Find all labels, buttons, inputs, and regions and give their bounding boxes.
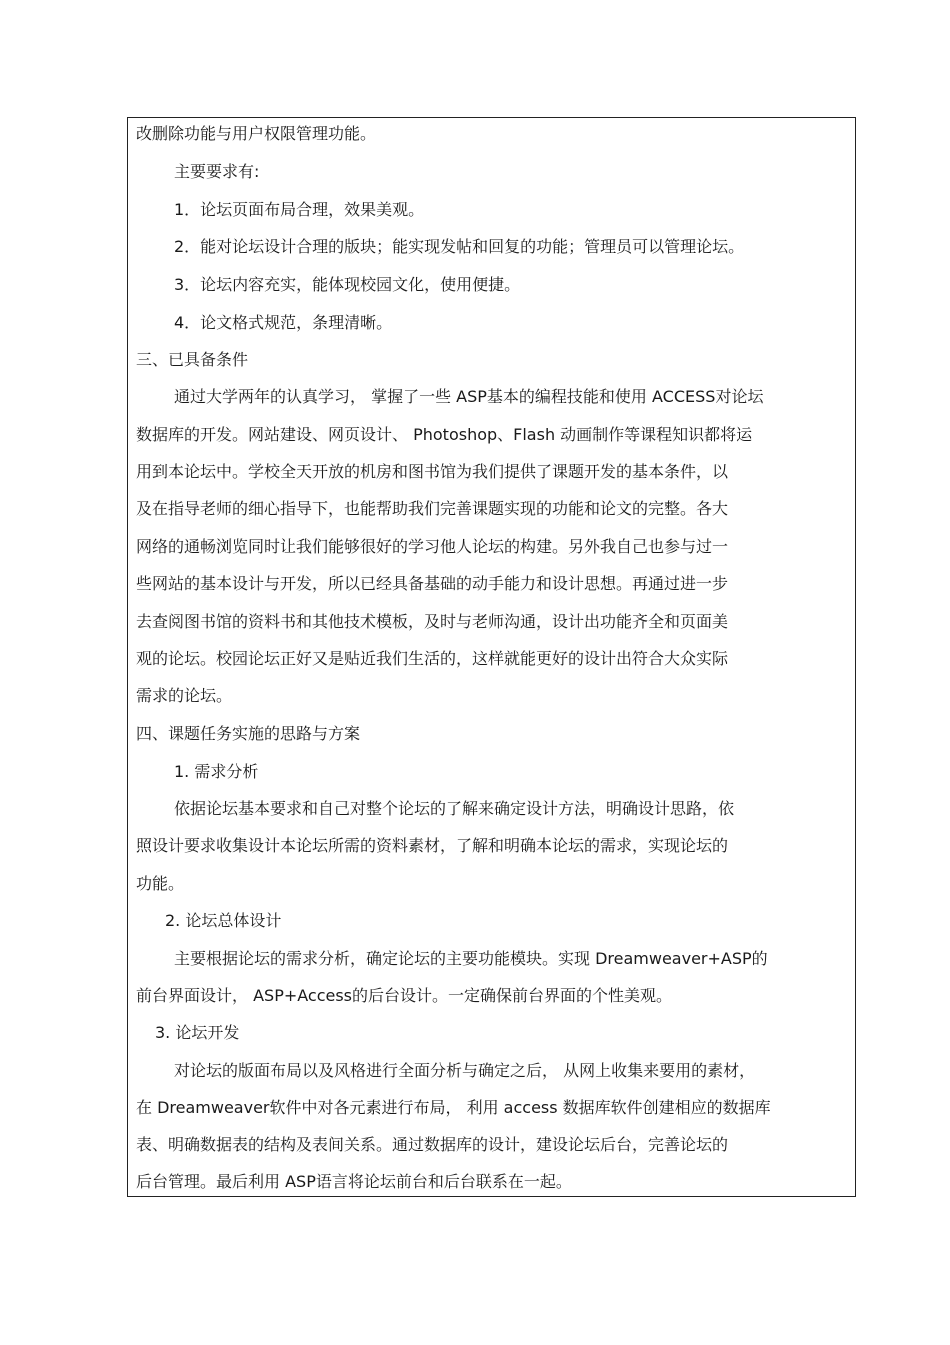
- text-line: 通过大学两年的认真学习， 掌握了一些 ASP基本的编程技能和使用 ACCESS对论坛: [174, 387, 764, 406]
- text-line: 改删除功能与用户权限管理功能。: [136, 124, 377, 143]
- text-line: 照设计要求收集设计本论坛所需的资料素材，了解和明确本论坛的需求，实现论坛的: [136, 836, 729, 855]
- text-line: 主要要求有:: [174, 162, 260, 181]
- text-line: 对论坛的版面布局以及风格进行全面分析与确定之后， 从网上收集来要用的素材，: [174, 1061, 756, 1080]
- list-item: 1．论坛页面布局合理，效果美观。: [174, 200, 425, 219]
- subsection-heading: 2. 论坛总体设计: [165, 911, 282, 930]
- list-item: 3．论坛内容充实，能体现校园文化，使用便捷。: [174, 275, 521, 294]
- text-line: 数据库的开发。网站建设、网页设计、 Photoshop、Flash 动画制作等课程知识都将运: [136, 425, 753, 444]
- subsection-heading: 1. 需求分析: [174, 762, 259, 781]
- text-line: 表、明确数据表的结构及表间关系。通过数据库的设计，建设论坛后台，完善论坛的: [136, 1135, 729, 1154]
- subsection-heading: 3. 论坛开发: [155, 1023, 240, 1042]
- section-heading: 三、已具备条件: [136, 350, 249, 369]
- text-line: 后台管理。最后利用 ASP语言将论坛前台和后台联系在一起。: [136, 1172, 572, 1191]
- text-line: 用到本论坛中。学校全天开放的机房和图书馆为我们提供了课题开发的基本条件，以: [136, 462, 729, 481]
- list-item: 2．能对论坛设计合理的版块；能实现发帖和回复的功能；管理员可以管理论坛。: [174, 237, 745, 256]
- text-line: 依据论坛基本要求和自己对整个论坛的了解来确定设计方法，明确设计思路，依: [174, 799, 735, 818]
- text-line: 需求的论坛。: [136, 686, 233, 705]
- text-line: 些网站的基本设计与开发，所以已经具备基础的动手能力和设计思想。再通过进一步: [136, 574, 729, 593]
- list-item: 4．论文格式规范，条理清晰。: [174, 313, 393, 332]
- text-line: 在 Dreamweaver软件中对各元素进行布局， 利用 access 数据库软件创建相应的数据库: [136, 1098, 771, 1117]
- text-line: 主要根据论坛的需求分析，确定论坛的主要功能模块。实现 Dreamweaver+ASP的: [174, 949, 768, 968]
- text-line: 网络的通畅浏览同时让我们能够很好的学习他人论坛的构建。另外我自己也参与过一: [136, 537, 729, 556]
- text-line: 功能。: [136, 874, 185, 893]
- text-line: 去查阅图书馆的资料书和其他技术模板，及时与老师沟通，设计出功能齐全和页面美: [136, 612, 729, 631]
- text-line: 及在指导老师的细心指导下，也能帮助我们完善课题实现的功能和论文的完整。各大: [136, 499, 729, 518]
- section-heading: 四、课题任务实施的思路与方案: [136, 724, 361, 743]
- text-line: 前台界面设计， ASP+Access的后台设计。一定确保前台界面的个性美观。: [136, 986, 673, 1005]
- text-line: 观的论坛。校园论坛正好又是贴近我们生活的，这样就能更好的设计出符合大众实际: [136, 649, 729, 668]
